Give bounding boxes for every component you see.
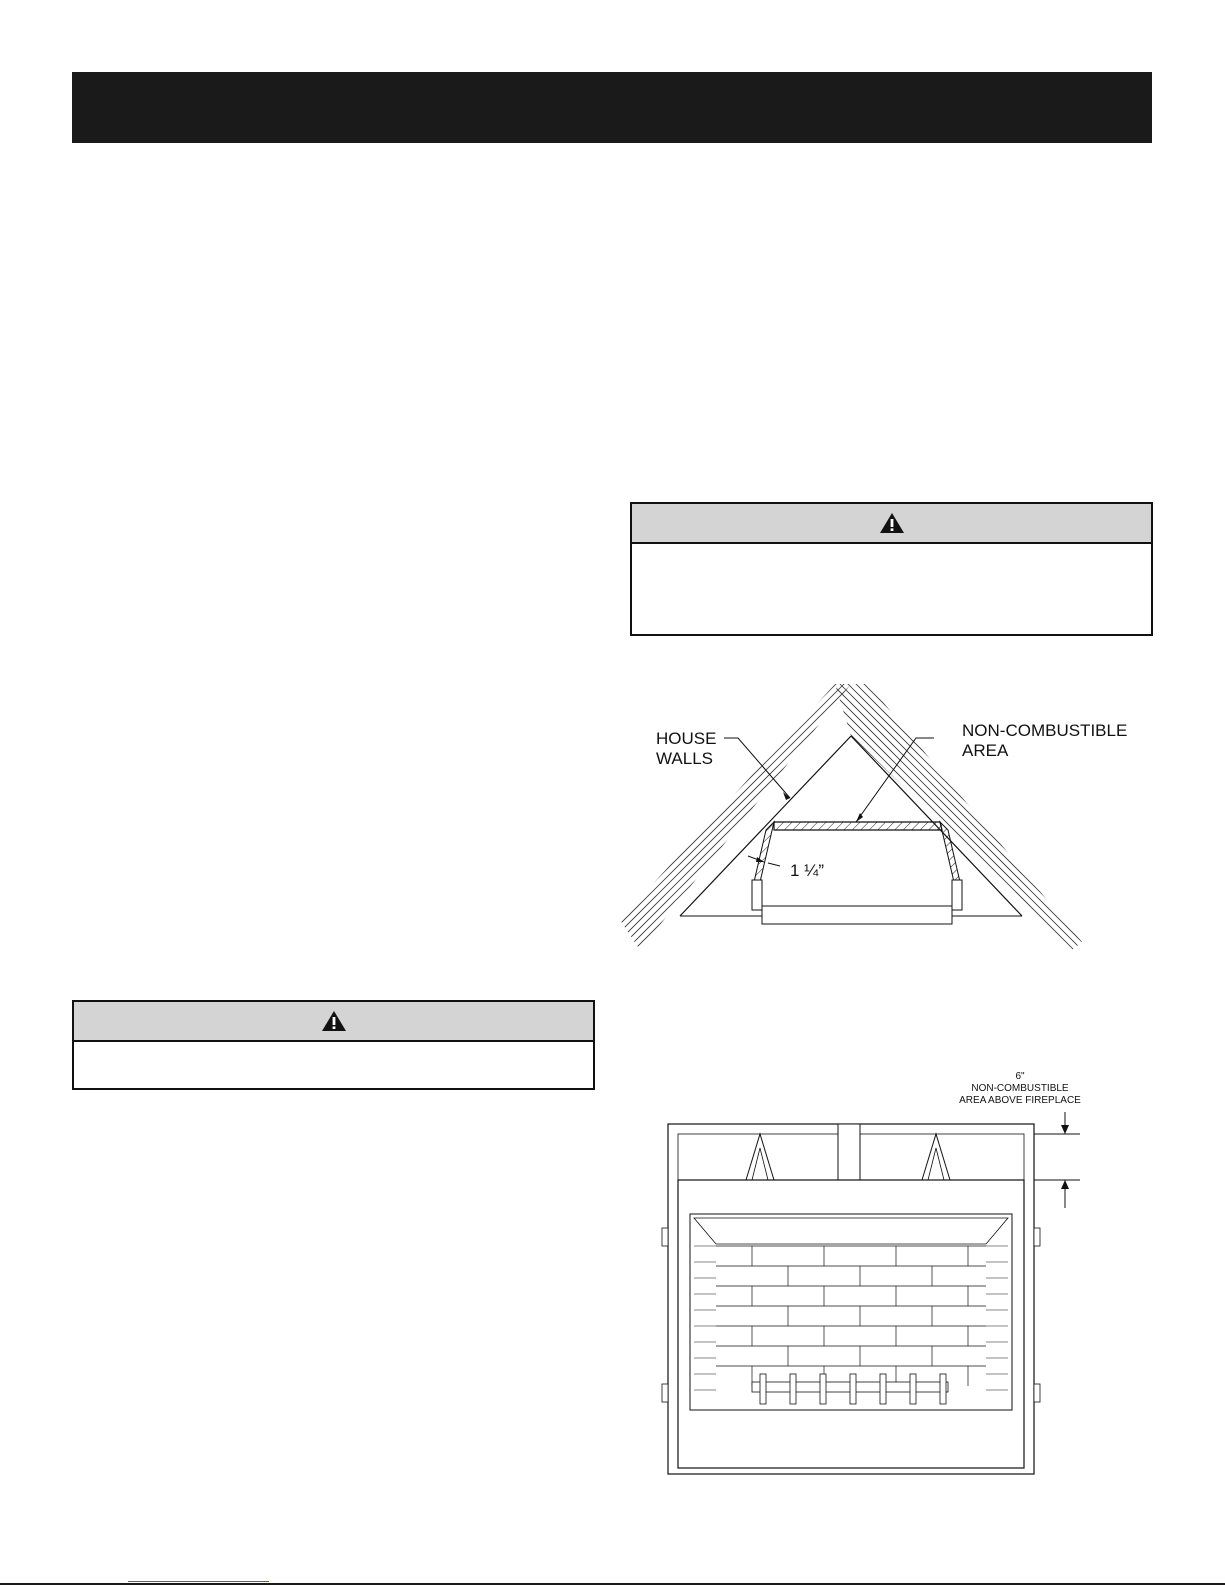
grate-post [850,1374,856,1404]
house-walls-label-line2: WALLS [656,749,714,768]
callout-line2: AREA ABOVE FIREPLACE [959,1095,1081,1106]
wall-hatch-line [1124,680,1160,970]
wall-hatch-line [620,680,688,970]
wall-hatch-line [1132,680,1160,970]
callout-line1: NON-COMBUSTIBLE [971,1083,1069,1094]
section-title-bar [72,72,1152,143]
non-combustible-label-line2: AREA [962,741,1009,760]
warning-box-left [72,1000,595,1090]
wall-hatch-line [620,680,752,970]
grate-post [790,1374,796,1404]
warning-header [632,504,1151,544]
dimension-label: 6" [1015,1071,1025,1082]
house-walls-label-line1: HOUSE [656,729,717,748]
grate-post [940,1374,946,1404]
warning-triangle-icon [879,512,905,534]
wall-hatch-line [620,680,728,970]
warning-triangle-icon [321,1010,347,1032]
fireplace-front [662,1124,1040,1474]
clearance-label: 1 ¼” [790,861,825,880]
wall-hatch-line [620,680,704,970]
warning-box-right [630,502,1153,636]
non-combustible-area-label [856,721,1127,822]
wall-hatch-line [620,680,776,970]
wall-hatch-line [1140,680,1160,970]
wall-hatch-line [620,680,720,970]
wall-hatch-line [620,680,768,970]
warning-header [74,1002,593,1042]
fireplace-outline [752,822,962,924]
house-walls-label [656,729,790,800]
corner-installation-diagram [620,680,1160,970]
fireplace-front-view-diagram [660,1068,1110,1480]
non-combustible-label-line1: NON-COMBUSTIBLE [962,721,1128,740]
grate-post [820,1374,826,1404]
footer-link-underline[interactable] [128,1581,269,1582]
wall-hatch-line [620,680,640,970]
wall-hatch-line [620,680,672,970]
grate-post [760,1374,766,1404]
wall-hatch-line [620,680,784,970]
grate-post [880,1374,886,1404]
wall-hatch-line [620,680,624,970]
grate-post [910,1374,916,1404]
wall-hatch-line [620,680,744,970]
